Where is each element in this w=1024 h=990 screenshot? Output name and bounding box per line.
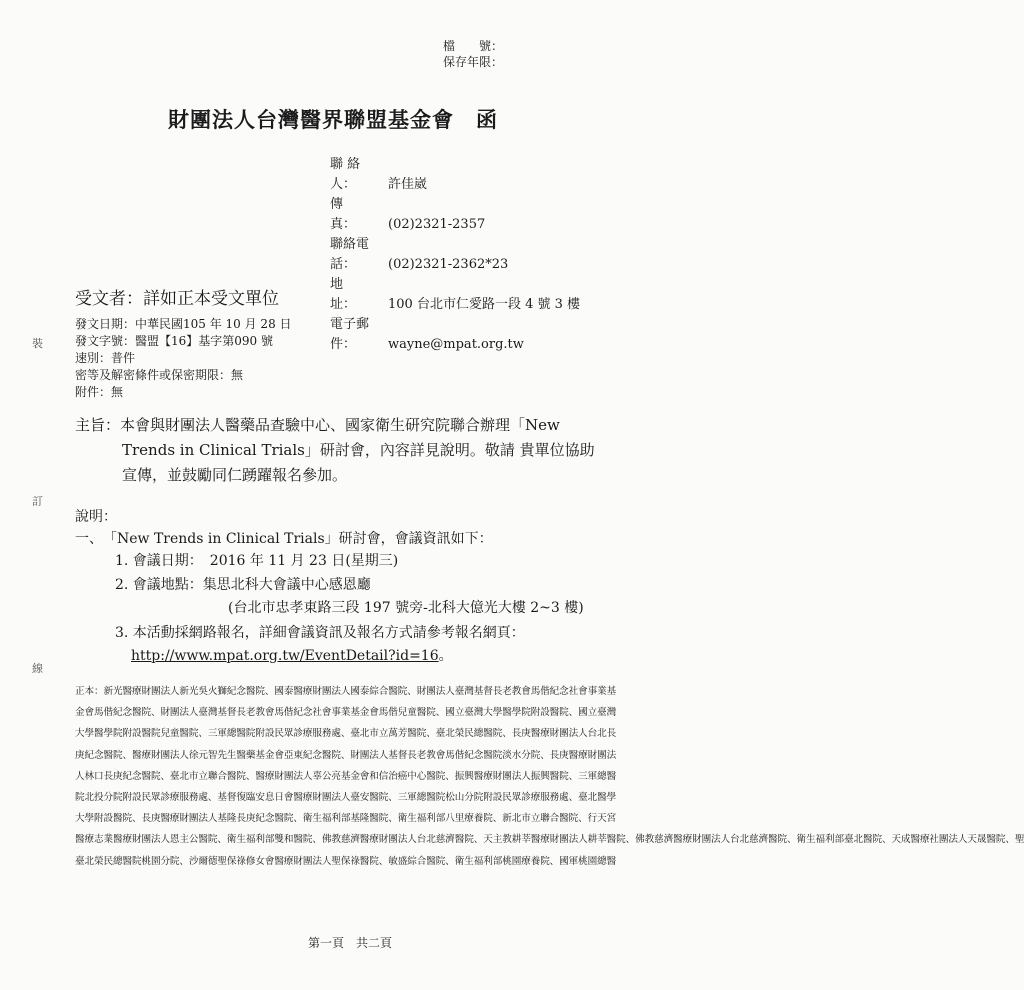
- binding-mark-order: 訂: [32, 495, 43, 508]
- retention-period-label: 保存年限：: [443, 55, 504, 69]
- meeting-venue: 2. 會議地點：集思北科大會議中心感恩廳: [115, 577, 371, 593]
- registration-url-line: [131, 645, 453, 667]
- subject: [75, 413, 695, 488]
- registration-link[interactable]: http://www.mpat.org.tw/EventDetail?id=16: [131, 648, 439, 664]
- cc-line: 庚紀念醫院、醫療財團法人徐元智先生醫藥基金會亞東紀念醫院、財團法人基督長老教會馬偕紀念醫院淡水分院、長庚醫療財團法: [75, 749, 617, 761]
- cc-line: 人林口長庚紀念醫院、臺北市立聯合醫院、醫療財團法人辜公亮基金會和信治癌中心醫院、振興醫療財團法人振興醫院、三軍總醫: [75, 770, 617, 782]
- cc-line: 大學醫學院附設醫院兒童醫院、三軍總醫院附設民眾診療服務處、臺北市立萬芳醫院、臺北榮民總醫院、長庚醫療財團法人台北長: [75, 728, 617, 740]
- cc-list: [75, 681, 1024, 872]
- contact-phone: 聯絡電話： (02)2321-2362*23: [330, 237, 509, 272]
- doc-meta: [75, 316, 292, 401]
- contact-email: 電子郵件： wayne@mpat.org.tw: [330, 317, 524, 352]
- meeting-venue-detail: (台北市忠孝東路三段 197 號旁-北科大億光大樓 2~3 樓): [228, 600, 584, 616]
- explanation-heading: 說明：: [75, 509, 117, 525]
- issue-date: 發文日期：中華民國105 年 10 月 28 日: [75, 317, 292, 331]
- cc-line: 醫療志業醫療財團法人恩主公醫院、衛生福利部雙和醫院、佛教慈濟醫療財團法人台北慈濟醫院、天主教耕莘醫療財團法人耕莘醫院、佛教慈濟醫療財團法人台北慈濟醫院、衛生福利部臺北醫院、天成醫療社團法人天晟醫院、聖: [75, 834, 1024, 846]
- speed: 速別：普件: [75, 351, 136, 365]
- contact-block: [330, 155, 690, 355]
- contact-fax: 傳 真： (02)2321-2357: [330, 197, 486, 232]
- subject-line-3: 宣傳，並鼓勵同仁踴躍報名參加。: [122, 466, 348, 484]
- page-title: 財團法人台灣醫界聯盟基金會 函: [168, 107, 498, 132]
- meeting-date: 1. 會議日期： 2016 年 11 月 23 日(星期三): [115, 553, 399, 569]
- doc-number: 發文字號：醫盟【16】基字第090 號: [75, 334, 273, 348]
- cc-line: 院北投分院附設民眾診療服務處、基督復臨安息日會醫療財團法人臺安醫院、三軍總醫院松山分院附設民眾診療服務處、臺北醫學: [75, 792, 617, 804]
- security-level: 密等及解密條件或保密期限：無: [75, 368, 244, 382]
- registration-note: 3. 本活動採網路報名，詳細會議資訊及報名方式請參考報名網頁：: [115, 625, 525, 641]
- attachment: 附件：無: [75, 385, 124, 399]
- cc-line: 大學附設醫院、長庚醫療財團法人基隆長庚紀念醫院、衛生福利部基隆醫院、衛生福利部八里療養院、新北市立聯合醫院、行天宮: [75, 813, 617, 825]
- recipient: 受文者：詳如正本受文單位: [75, 289, 279, 309]
- url-suffix: 。: [438, 648, 453, 664]
- subject-line-2: Trends in Clinical Trials」研討會，內容詳見說明。敬請 貴單位協助: [122, 441, 595, 459]
- binding-mark-line: 線: [32, 662, 43, 675]
- subject-line-1: 主旨：本會與財團法人醫藥品查驗中心、國家衛生研究院聯合辦理「New: [75, 416, 560, 434]
- page-footer: 第一頁 共二頁: [307, 936, 392, 950]
- contact-address: 地 址： 100 台北市仁愛路一段 4 號 3 樓: [330, 277, 581, 312]
- cc-line: 正本：新光醫療財團法人新光吳火獅紀念醫院、國泰醫療財團法人國泰綜合醫院、財團法人臺灣基督長老教會馬偕紀念社會事業基: [75, 686, 617, 697]
- explanation-item-1: 一、 「New Trends in Clinical Trials」研討會，會議資訊如下：: [75, 531, 493, 547]
- binding-mark-bind: 裝: [32, 337, 43, 350]
- cc-line: 金會馬偕紀念醫院、財團法人臺灣基督長老教會馬偕紀念社會事業基金會馬偕兒童醫院、國立臺灣大學醫學院附設醫院、國立臺灣: [75, 707, 617, 719]
- file-number-label: 檔 號：: [443, 39, 504, 53]
- contact-person: 聯 絡 人： 許佳崴: [330, 157, 428, 192]
- cc-line: 臺北榮民總醫院桃園分院、沙爾德聖保祿修女會醫療財團法人聖保祿醫院、敏盛綜合醫院、衛生福利部桃園療養院、國軍桃園總醫: [75, 855, 617, 867]
